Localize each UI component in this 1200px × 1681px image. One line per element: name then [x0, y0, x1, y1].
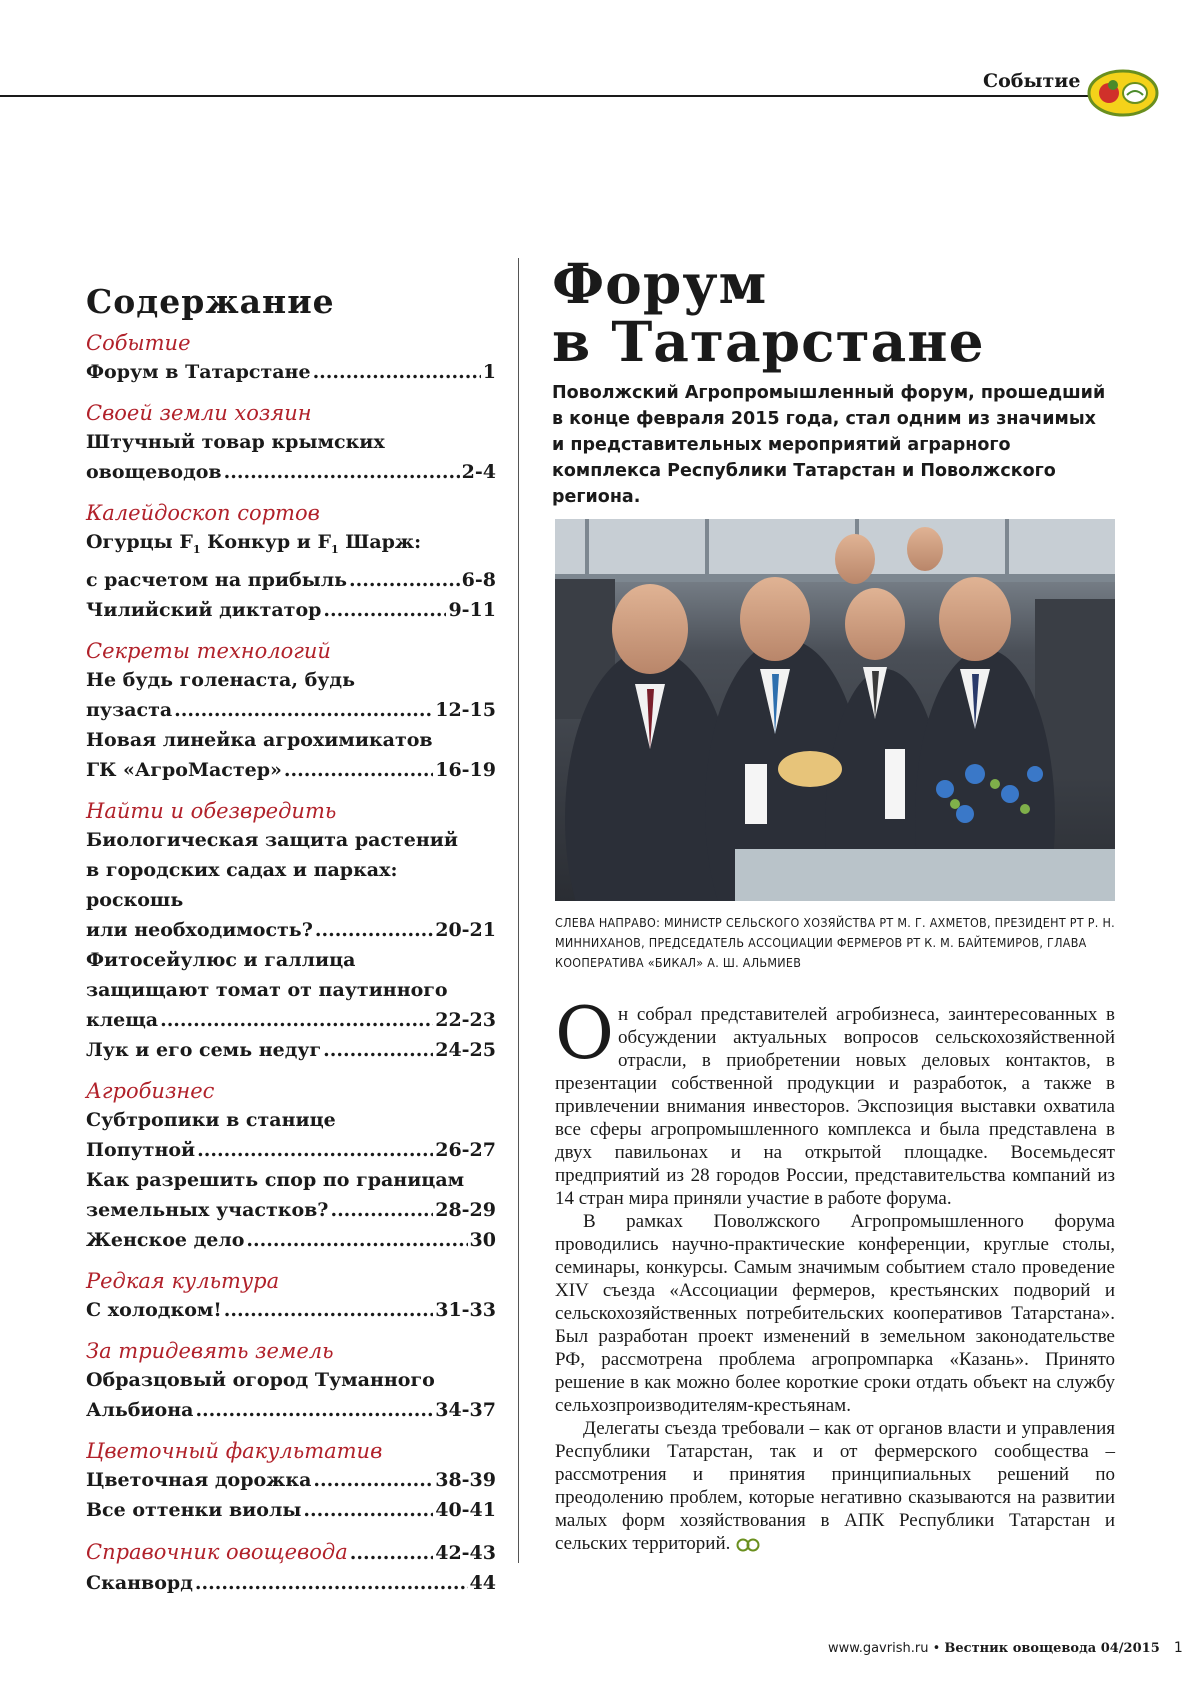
toc-entry[interactable]: Как разрешить спор по границам земельных участков? ..... 28-29 [86, 1165, 496, 1225]
toc-section [86, 1437, 496, 1525]
toc-section [86, 1537, 496, 1598]
toc-title: Содержание [86, 282, 335, 321]
toc-heading: Найти и обезвредить [86, 798, 337, 823]
toc-entry[interactable]: Штучный товар крымских овощеводов ..... 2-4 [86, 427, 496, 487]
toc-heading: За тридевять земель [86, 1338, 334, 1363]
header-rule [0, 95, 1100, 97]
toc-entry[interactable]: Огурцы $F_1$ Конкур и $F_1$ Шарж: с расчетом на прибыль ..... 6-8 [86, 527, 496, 595]
toc-entry[interactable]: Биологическая защита растений в городских садах и парках: роскошь или необходимость? ..... 20-21 [86, 825, 496, 945]
toc-section [86, 499, 496, 625]
toc-heading: Своей земли хозяин [86, 401, 312, 425]
toc-heading: Событие [86, 331, 191, 355]
toc-heading-entry[interactable]: Справочник овощевода ..... 42-43 [86, 1537, 496, 1568]
toc-heading: Редкая культура [86, 1268, 280, 1293]
toc-heading: Секреты технологий [86, 638, 331, 663]
toc-entry[interactable]: Цветочная дорожка ..... 38-39 [86, 1465, 496, 1495]
toc-entry[interactable]: Женское дело ..... 30 [86, 1225, 496, 1255]
column-divider [518, 258, 519, 1563]
toc-section [86, 637, 496, 785]
toc-entry[interactable]: Лук и его семь недуг ..... 24-25 [86, 1035, 496, 1065]
toc-entry[interactable]: Чилийский диктатор ..... 9-11 [86, 595, 496, 625]
footer-site-link[interactable]: www.gavrish.ru [828, 1641, 929, 1656]
toc-entry[interactable]: Субтропики в станице Попутной ..... 26-27 [86, 1105, 496, 1165]
gavrish-logo-icon [1083, 63, 1163, 121]
photo-caption: СЛЕВА НАПРАВО: МИНИСТР СЕЛЬСКОГО ХОЗЯЙСТВА РТ М. Г. АХМЕТОВ, ПРЕЗИДЕНТ РТ Р. Н. МИННИХАНОВ, ПРЕДСЕДАТЕЛЬ АССОЦИАЦИИ ФЕРМЕРОВ РТ К. М. БАЙТЕМИРОВ, ГЛАВА КООПЕРАТИВА «БИКАЛ» А. Ш. АЛЬМИЕВ [555, 915, 1115, 970]
page-footer: www.gavrish.ru • Вестник овощевода 04/2015 1 [828, 1640, 1183, 1656]
footer-magazine: Вестник овощевода 04/2015 [944, 1641, 1160, 1656]
drop-cap: О [555, 991, 615, 1075]
toc-entry[interactable]: С холодком! ..... 31-33 [86, 1295, 496, 1325]
section-label: Событие [983, 70, 1081, 92]
article-lead: Поволжский Агропромышленный форум, прошедший в конце февраля 2015 года, стал одним из значимых и представительных мероприятий аграрного комплекса Республики Татарстан и Поволжского региона. [552, 383, 1106, 507]
toc-entry[interactable]: Сканворд ..... 44 [86, 1568, 496, 1598]
toc-entry[interactable]: Новая линейка агрохимикатов ГК «АгроМастер» ..... 16-19 [86, 725, 496, 785]
end-of-article-icon [735, 1538, 761, 1552]
toc-entry[interactable]: Все оттенки виолы ..... 40-41 [86, 1495, 496, 1525]
toc-section [86, 399, 496, 487]
toc-section [86, 1337, 496, 1425]
toc-entry[interactable]: Форум в Татарстане ..... 1 [86, 357, 496, 387]
paragraph: В рамках Поволжского Агропромышленного форума проводились научно-практические конференции, круглые столы, семинары, конкурсы. Самым значимым событием стало проведение XIV съезда «Ассоциации фермеров, крестьянских подворий и сельскохозяйственных потребительских кооперативов Татарстана». Был разработан проект изменений в земельном законодательстве РФ, рассмотрена проблема агропромпарка «Казань». Принято решение в как можно более короткие сроки отдать объект на службу сельхозпроизводителям-крестьянам. [555, 1211, 1115, 1416]
forum-photo [555, 519, 1115, 901]
table-of-contents [86, 282, 496, 1610]
paragraph: Делегаты съезда требовали – как от органов власти и управления Республики Татарстан, так и от фермерского сообщества – рассмотрения и принятия принципиальных решений по преодолению проблем, которые негативно сказываются на развитии малых форм хозяйствования в АПК Республики Татарстан и сельских территорий. [555, 1418, 1115, 1554]
toc-heading: Цветочный факультатив [86, 1438, 383, 1463]
toc-section [86, 1077, 496, 1255]
toc-section [86, 329, 496, 387]
toc-section [86, 797, 496, 1065]
article-title: Форум в Татарстане [552, 251, 985, 374]
paragraph: Он собрал представителей агробизнеса, заинтересованных в обсуждении актуальных вопросов сельскохозяйственной отрасли, в приобретении новых деловых контактов, в презентации собственной продукции и разработок, а также в привлечении внимания инвесторов. Экспозиция выставки охватила все сферы агропромышленного комплекса и была представлена в двух павильонах и на открытой площадке. Восемьдесят предприятий из 28 городов России, представительства компаний из 14 стран мира приняли участие в работе форума. [555, 991, 1115, 1209]
page-number: 1 [1173, 1640, 1183, 1656]
article-body [555, 991, 1115, 1555]
toc-entry[interactable]: Фитосейулюс и галлица защищают томат от паутинного клеща ..... 22-23 [86, 945, 496, 1035]
toc-heading: Агробизнес [86, 1078, 215, 1103]
toc-entry[interactable]: Образцовый огород Туманного Альбиона ..... 34-37 [86, 1365, 496, 1425]
toc-entry[interactable]: Не будь голенаста, будь пузаста ..... 12-15 [86, 665, 496, 725]
toc-section [86, 1267, 496, 1325]
toc-heading: Калейдоскоп сортов [86, 501, 320, 525]
